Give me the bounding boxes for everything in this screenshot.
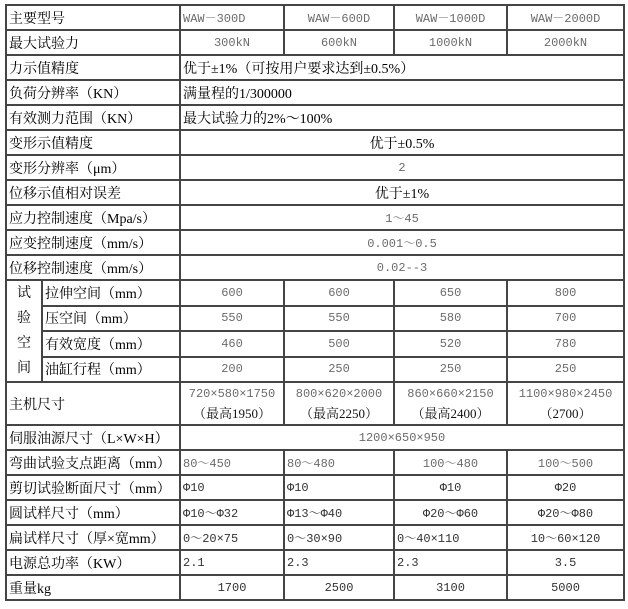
value-tension-3: 800 bbox=[507, 280, 624, 306]
row-servo-oil bbox=[6, 425, 624, 450]
value-compression-2: 580 bbox=[394, 306, 507, 332]
value-model-2: WAW－1000D bbox=[394, 5, 507, 30]
value-bending-3: 100～500 bbox=[507, 450, 624, 475]
host-0-size: 720×580×1750 bbox=[188, 386, 276, 401]
label-deform-accuracy: 变形示值精度 bbox=[6, 130, 180, 155]
value-disp-error: 优于±1% bbox=[180, 180, 624, 205]
row-disp-rate bbox=[6, 255, 624, 280]
row-power bbox=[6, 550, 624, 575]
row-tension-space bbox=[6, 280, 624, 306]
value-model-1: WAW－600D bbox=[284, 5, 394, 30]
label-load-resolution: 负荷分辨率（KN） bbox=[6, 80, 180, 105]
value-max-force-1: 600kN bbox=[284, 30, 394, 55]
value-eff-width-3: 780 bbox=[507, 331, 624, 357]
row-stress-rate bbox=[6, 205, 624, 230]
value-weight-2: 3100 bbox=[394, 575, 507, 600]
label-cylinder-stroke: 油缸行程（mm） bbox=[42, 357, 180, 383]
value-shear-3: Φ20 bbox=[507, 475, 624, 500]
label-weight: 重量kg bbox=[6, 575, 180, 600]
value-stroke-2: 250 bbox=[394, 357, 507, 383]
row-strain-rate bbox=[6, 230, 624, 255]
row-load-resolution bbox=[6, 80, 624, 105]
row-max-force bbox=[6, 30, 624, 55]
value-compression-1: 550 bbox=[284, 306, 394, 332]
value-max-force-3: 2000kN bbox=[507, 30, 624, 55]
value-stroke-3: 250 bbox=[507, 357, 624, 383]
value-stroke-1: 250 bbox=[284, 357, 394, 383]
value-model-0: WAW－300D bbox=[180, 5, 284, 30]
row-force-range bbox=[6, 105, 624, 130]
label-round-specimen: 圆试样尺寸（mm） bbox=[6, 500, 180, 525]
value-max-force-0: 300kN bbox=[180, 30, 284, 55]
label-disp-rate: 位移控制速度（mm/s） bbox=[6, 255, 180, 280]
label-max-force: 最大试验力 bbox=[6, 30, 180, 55]
value-eff-width-1: 500 bbox=[284, 331, 394, 357]
value-force-range: 最大试验力的2%～100% bbox=[180, 105, 624, 130]
label-deform-resolution: 变形分辨率（μm） bbox=[6, 155, 180, 180]
value-shear-0: Φ10 bbox=[180, 475, 284, 500]
row-shear-section bbox=[6, 475, 624, 500]
label-host-dimensions: 主机尺寸 bbox=[6, 382, 180, 425]
row-cylinder-stroke bbox=[6, 357, 624, 383]
value-round-1: Φ13～Φ40 bbox=[284, 500, 394, 525]
row-round-specimen bbox=[6, 500, 624, 525]
row-effective-width bbox=[6, 331, 624, 357]
test-space-char-3: 空 bbox=[17, 336, 31, 351]
label-model: 主要型号 bbox=[6, 5, 180, 30]
value-max-force-2: 1000kN bbox=[394, 30, 507, 55]
row-force-accuracy bbox=[6, 55, 624, 80]
label-servo-oil: 伺服油源尺寸（L×W×H） bbox=[6, 425, 180, 450]
test-space-char-4: 间 bbox=[17, 361, 31, 376]
value-flat-2: 0～40×110 bbox=[394, 525, 507, 550]
value-eff-width-2: 520 bbox=[394, 331, 507, 357]
value-weight-0: 1700 bbox=[180, 575, 284, 600]
host-3-maxheight: （2700） bbox=[539, 405, 592, 421]
label-stress-rate: 应力控制速度（Mpa/s） bbox=[6, 205, 180, 230]
host-0-maxheight: （最高1950） bbox=[192, 405, 271, 421]
value-compression-3: 700 bbox=[507, 306, 624, 332]
label-shear-section: 剪切试验断面尺寸（mm） bbox=[6, 475, 180, 500]
row-flat-specimen bbox=[6, 525, 624, 550]
value-strain-rate: 0.001～0.5 bbox=[180, 230, 624, 255]
value-bending-1: 80～480 bbox=[284, 450, 394, 475]
label-bending-span: 弯曲试验支点距离（mm） bbox=[6, 450, 180, 475]
value-disp-rate: 0.02--3 bbox=[180, 255, 624, 280]
value-deform-accuracy: 优于±0.5% bbox=[180, 130, 624, 155]
value-tension-0: 600 bbox=[180, 280, 284, 306]
value-tension-1: 600 bbox=[284, 280, 394, 306]
row-bending-span bbox=[6, 450, 624, 475]
value-host-1 bbox=[284, 382, 394, 425]
value-load-resolution: 满量程的1/300000 bbox=[180, 80, 624, 105]
value-force-accuracy: 优于±1%（可按用户要求达到±0.5%） bbox=[180, 55, 624, 80]
test-space-char-1: 试 bbox=[17, 286, 31, 301]
row-compression-space bbox=[6, 306, 624, 332]
row-host-dimensions bbox=[6, 382, 624, 425]
value-stress-rate: 1～45 bbox=[180, 205, 624, 230]
value-bending-2: 100～480 bbox=[394, 450, 507, 475]
value-weight-1: 2500 bbox=[284, 575, 394, 600]
value-eff-width-0: 460 bbox=[180, 331, 284, 357]
value-model-3: WAW－2000D bbox=[507, 5, 624, 30]
label-test-space-group bbox=[6, 280, 42, 382]
value-host-3 bbox=[507, 382, 624, 425]
value-shear-1: Φ10 bbox=[284, 475, 394, 500]
value-power-0: 2.1 bbox=[180, 550, 284, 575]
value-host-2 bbox=[394, 382, 507, 425]
value-flat-0: 0～20×75 bbox=[180, 525, 284, 550]
host-1-size: 800×620×2000 bbox=[295, 386, 383, 401]
value-flat-3: 10～60×120 bbox=[507, 525, 624, 550]
label-tension-space: 拉伸空间（mm） bbox=[42, 280, 180, 306]
label-compression-space: 压空间（mm） bbox=[42, 306, 180, 332]
value-stroke-0: 200 bbox=[180, 357, 284, 383]
row-weight bbox=[6, 575, 624, 600]
value-flat-1: 0～30×90 bbox=[284, 525, 394, 550]
spec-table bbox=[5, 4, 625, 601]
label-disp-error: 位移示值相对误差 bbox=[6, 180, 180, 205]
value-tension-2: 650 bbox=[394, 280, 507, 306]
host-3-size: 1100×980×2450 bbox=[518, 386, 613, 401]
host-1-maxheight: （最高2250） bbox=[299, 405, 378, 421]
label-force-range: 有效测力范围（KN） bbox=[6, 105, 180, 130]
row-deform-resolution bbox=[6, 155, 624, 180]
label-strain-rate: 应变控制速度（mm/s） bbox=[6, 230, 180, 255]
label-flat-specimen: 扁试样尺寸（厚×宽mm） bbox=[6, 525, 180, 550]
value-servo-oil: 1200×650×950 bbox=[180, 425, 624, 450]
value-compression-0: 550 bbox=[180, 306, 284, 332]
value-weight-3: 5000 bbox=[507, 575, 624, 600]
value-round-2: Φ20～Φ60 bbox=[394, 500, 507, 525]
value-bending-0: 80～450 bbox=[180, 450, 284, 475]
row-model bbox=[6, 5, 624, 30]
row-disp-error bbox=[6, 180, 624, 205]
host-2-maxheight: （最高2400） bbox=[411, 405, 490, 421]
label-effective-width: 有效宽度（mm） bbox=[42, 331, 180, 357]
test-space-char-2: 验 bbox=[17, 311, 31, 326]
value-host-0 bbox=[180, 382, 284, 425]
value-power-2: 2.3 bbox=[394, 550, 507, 575]
value-shear-2: Φ10 bbox=[394, 475, 507, 500]
label-power: 电源总功率（KW） bbox=[6, 550, 180, 575]
value-power-1: 2.3 bbox=[284, 550, 394, 575]
value-deform-resolution: 2 bbox=[180, 155, 624, 180]
value-round-0: Φ10～Φ32 bbox=[180, 500, 284, 525]
value-power-3: 3.5 bbox=[507, 550, 624, 575]
host-2-size: 860×660×2150 bbox=[407, 386, 494, 401]
value-round-3: Φ20～Φ80 bbox=[507, 500, 624, 525]
label-force-accuracy: 力示值精度 bbox=[6, 55, 180, 80]
row-deform-accuracy bbox=[6, 130, 624, 155]
